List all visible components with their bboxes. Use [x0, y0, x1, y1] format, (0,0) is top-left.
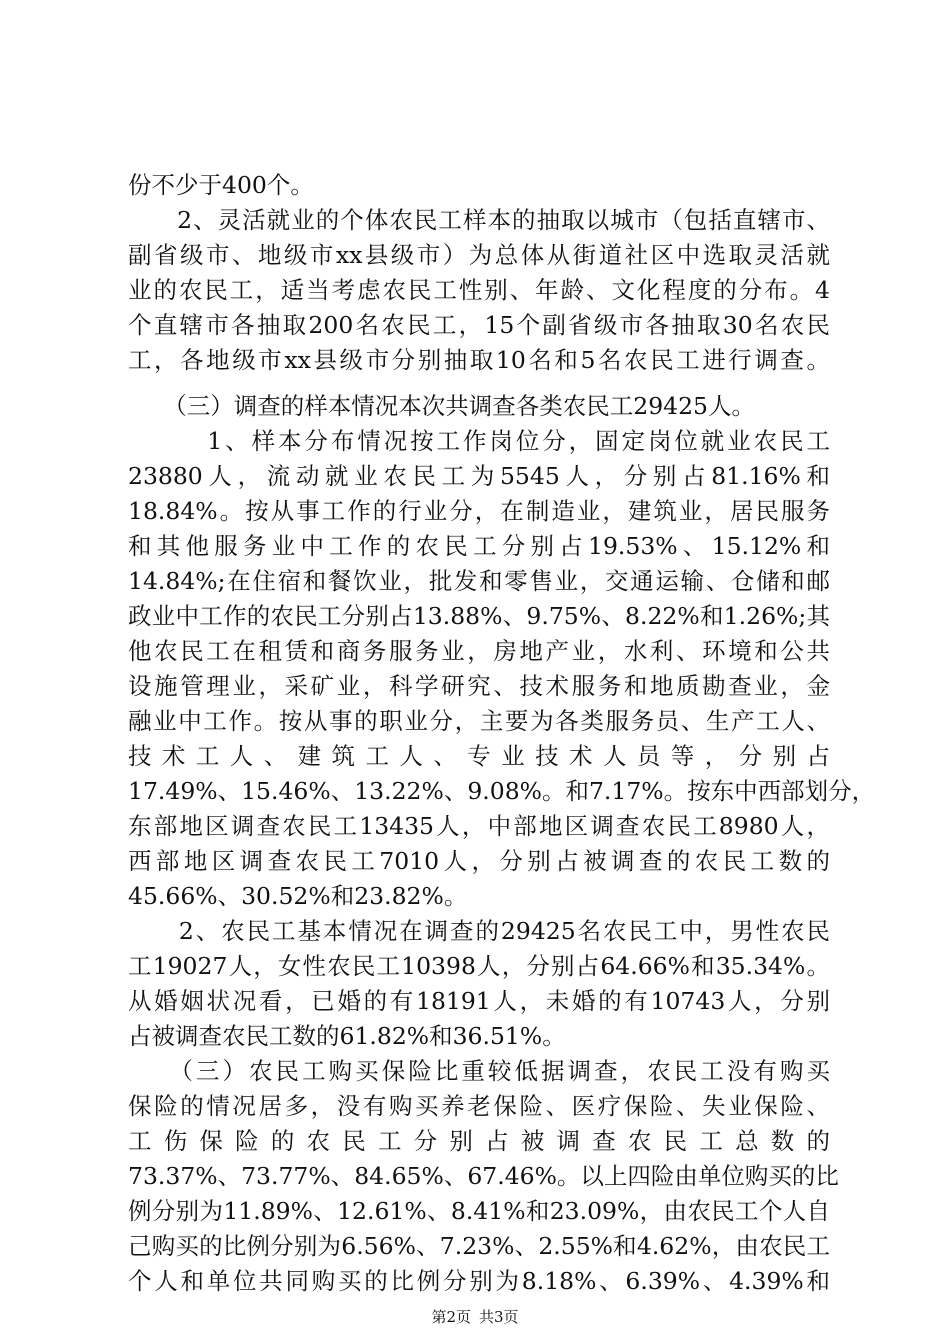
body-line: 份不少于400个。	[128, 171, 314, 199]
body-line: 工19027人，女性农民工10398人，分别占64.66%和35.34%。	[128, 952, 830, 980]
body-line: 东部地区调查农民工13435人，中部地区调查农民工8980人，	[128, 812, 830, 840]
body-line: 己购买的比例分别为6.56%、7.23%、2.55%和4.62%，由农民工	[128, 1232, 830, 1260]
body-line: 个直辖市各抽取200名农民工，15个副省级市各抽取30名农民	[128, 311, 830, 339]
body-line: 技术工人、建筑工人、专业技术人员等，分别占	[128, 742, 830, 770]
body-line: 保险的情况居多，没有购买养老保险、医疗保险、失业保险、	[128, 1092, 830, 1120]
page-footer	[0, 1306, 950, 1327]
body-line: 个人和单位共同购买的比例分别为8.18%、6.39%、4.39%和	[128, 1267, 830, 1295]
body-line: 和其他服务业中工作的农民工分别占19.53%、15.12%和	[128, 532, 830, 560]
body-line: 45.66%、30.52%和23.82%。	[128, 882, 468, 910]
body-line: 2、农民工基本情况在调查的29425名农民工中，男性农民	[128, 917, 830, 945]
body-line: 17.49%、15.46%、13.22%、9.08%。和7.17%。按东中西部划分，	[128, 777, 876, 805]
body-line: 73.37%、73.77%、84.65%、67.46%。以上四险由单位购买的比	[128, 1162, 839, 1190]
page-number: 第2页	[431, 1308, 471, 1326]
body-line: 他农民工在租赁和商务服务业，房地产业，水利、环境和公共	[128, 637, 830, 665]
body-line: 14.84%;在住宿和餐饮业，批发和零售业，交通运输、仓储和邮	[128, 567, 830, 595]
body-line: 工伤保险的农民工分别占被调查农民工总数的	[128, 1127, 830, 1155]
body-line: 设施管理业，采矿业，科学研究、技术服务和地质勘查业，金	[128, 672, 830, 700]
body-line: 副省级市、地级市xx县级市）为总体从街道社区中选取灵活就	[128, 241, 830, 269]
section-heading-line: （三）调查的样本情况本次共调查各类农民工29425人。	[128, 392, 756, 420]
body-line: 1、样本分布情况按工作岗位分，固定岗位就业农民工	[128, 427, 830, 455]
body-line: 例分别为11.89%、12.61%、8.41%和23.09%，由农民工个人自	[128, 1197, 830, 1225]
body-line: 政业中工作的农民工分别占13.88%、9.75%、8.22%和1.26%;其	[128, 602, 830, 630]
body-line: 工，各地级市xx县级市分别抽取10名和5名农民工进行调查。	[128, 346, 830, 374]
body-line: 融业中工作。按从事的职业分，主要为各类服务员、生产工人、	[128, 707, 830, 735]
body-line: 从婚姻状况看，已婚的有18191人，未婚的有10743人，分别	[128, 987, 830, 1015]
body-line: 业的农民工，适当考虑农民工性别、年龄、文化程度的分布。4	[128, 276, 830, 304]
body-line: 占被调查农民工数的61.82%和36.51%。	[128, 1022, 566, 1050]
body-line: 2、灵活就业的个体农民工样本的抽取以城市（包括直辖市、	[128, 206, 830, 234]
body-line: （三）农民工购买保险比重较低据调查，农民工没有购买	[128, 1057, 830, 1085]
body-line: 西部地区调查农民工7010人，分别占被调查的农民工数的	[128, 847, 830, 875]
body-line: 23880人，流动就业农民工为5545人，分别占81.16%和	[128, 462, 830, 490]
body-line: 18.84%。按从事工作的行业分，在制造业，建筑业，居民服务	[128, 497, 830, 525]
page-total: 共3页	[479, 1308, 519, 1326]
